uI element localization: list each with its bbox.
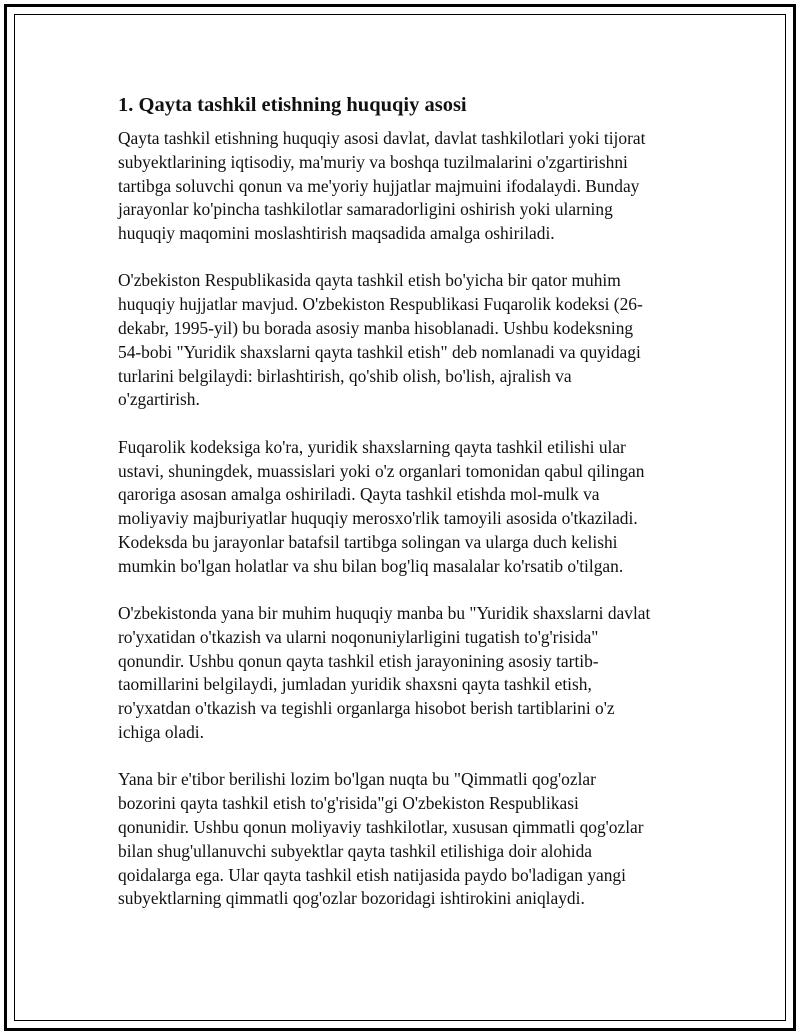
paragraph-line: moliyaviy majburiyatlar huquqiy merosxo'rlik tamoyili asosida o'tkaziladi. <box>118 508 638 529</box>
paragraph-1 <box>118 127 688 246</box>
paragraph-line: qaroriga asosan amalga oshiriladi. Qayta tashkil etishda mol-mulk va <box>118 484 600 505</box>
paragraph-line: o'zgartirish. <box>118 389 200 410</box>
section-heading: 1. Qayta tashkil etishning huquqiy asosi <box>118 94 467 116</box>
paragraph-line: tartibga soluvchi qonun va me'yoriy hujjatlar majmuini ifodalaydi. Bunday <box>118 175 640 196</box>
paragraph-line: dekabr, 1995-yil) bu borada asosiy manba hisoblanadi. Ushbu kodeksning <box>118 318 634 339</box>
paragraph-line: subyektlarning qimmatli qog'ozlar bozoridagi ishtirokini aniqlaydi. <box>118 888 585 909</box>
paragraph-line: Kodeksda bu jarayonlar batafsil tartibga solingan va ularga duch kelishi <box>118 531 618 552</box>
paragraph-line: mumkin bo'lgan holatlar va shu bilan bog'liq masalalar ko'rsatib o'tilgan. <box>118 555 624 576</box>
paragraph-line: Qayta tashkil etishning huquqiy asosi davlat, davlat tashkilotlari yoki tijorat <box>118 128 646 148</box>
paragraph-line: taomillarini belgilaydi, jumladan yuridik shaxsni qayta tashkil etish, <box>118 674 592 695</box>
paragraph-line: qonunidir. Ushbu qonun moliyaviy tashkilotlar, xususan qimmatli qog'ozlar <box>118 816 644 837</box>
paragraph-3 <box>118 436 688 579</box>
paragraph-line: qoidalarga ega. Ular qayta tashkil etish natijasida paydo bo'ladigan yangi <box>118 864 626 885</box>
paragraph-2 <box>118 269 688 412</box>
paragraph-line: O'zbekistonda yana bir muhim huquqiy manba bu "Yuridik shaxslarni davlat <box>118 603 651 624</box>
paragraph-line: Fuqarolik kodeksiga ko'ra, yuridik shaxslarning qayta tashkil etilishi ular <box>118 436 626 457</box>
paragraph-line: ustavi, shuningdek, muassislari yoki o'z organlari tomonidan qabul qilingan <box>118 460 645 481</box>
paragraph-line: ro'yxatdan o'tkazish va tegishli organlarga hisobot berish tartiblarini o'z <box>118 698 615 719</box>
paragraph-line: huquqiy hujjatlar mavjud. O'zbekiston Respublikasi Fuqarolik kodeksi (26- <box>118 294 643 315</box>
paragraph-line: jarayonlar ko'pincha tashkilotlar samaradorligini oshirish yoki ularning <box>118 199 613 220</box>
paragraph-line: bozorini qayta tashkil etish to'g'risida"gi O'zbekiston Respublikasi <box>118 793 579 814</box>
paragraph-line: Yana bir e'tibor berilishi lozim bo'lgan nuqta bu "Qimmatli qog'ozlar <box>118 769 596 790</box>
paragraph-line: turlarini belgilaydi: birlashtirish, qo'shib olish, bo'lish, ajralish va <box>118 365 572 386</box>
paragraph-5 <box>118 768 688 911</box>
paragraph-line: ro'yxatidan o'tkazish va ularni noqonuniylarligini tugatish to'g'risida" <box>118 626 599 647</box>
paragraph-line: huquqiy maqomini moslashtirish maqsadida amalga oshiriladi. <box>118 223 555 244</box>
paragraph-line: ichiga oladi. <box>118 722 204 743</box>
paragraph-4 <box>118 602 688 745</box>
paragraph-line: O'zbekiston Respublikasida qayta tashkil etish bo'yicha bir qator muhim <box>118 270 621 291</box>
document-body <box>118 92 688 935</box>
paragraph-line: bilan shug'ullanuvchi subyektlar qayta tashkil etilishiga doir alohida <box>118 840 593 861</box>
paragraph-line: qonundir. Ushbu qonun qayta tashkil etish jarayonining asosiy tartib- <box>118 650 599 671</box>
paragraph-line: 54-bobi "Yuridik shaxslarni qayta tashkil etish" deb nomlanadi va quyidagi <box>118 341 641 362</box>
paragraph-line: subyektlarining iqtisodiy, ma'muriy va boshqa tuzilmalarini o'zgartirishni <box>118 151 628 172</box>
